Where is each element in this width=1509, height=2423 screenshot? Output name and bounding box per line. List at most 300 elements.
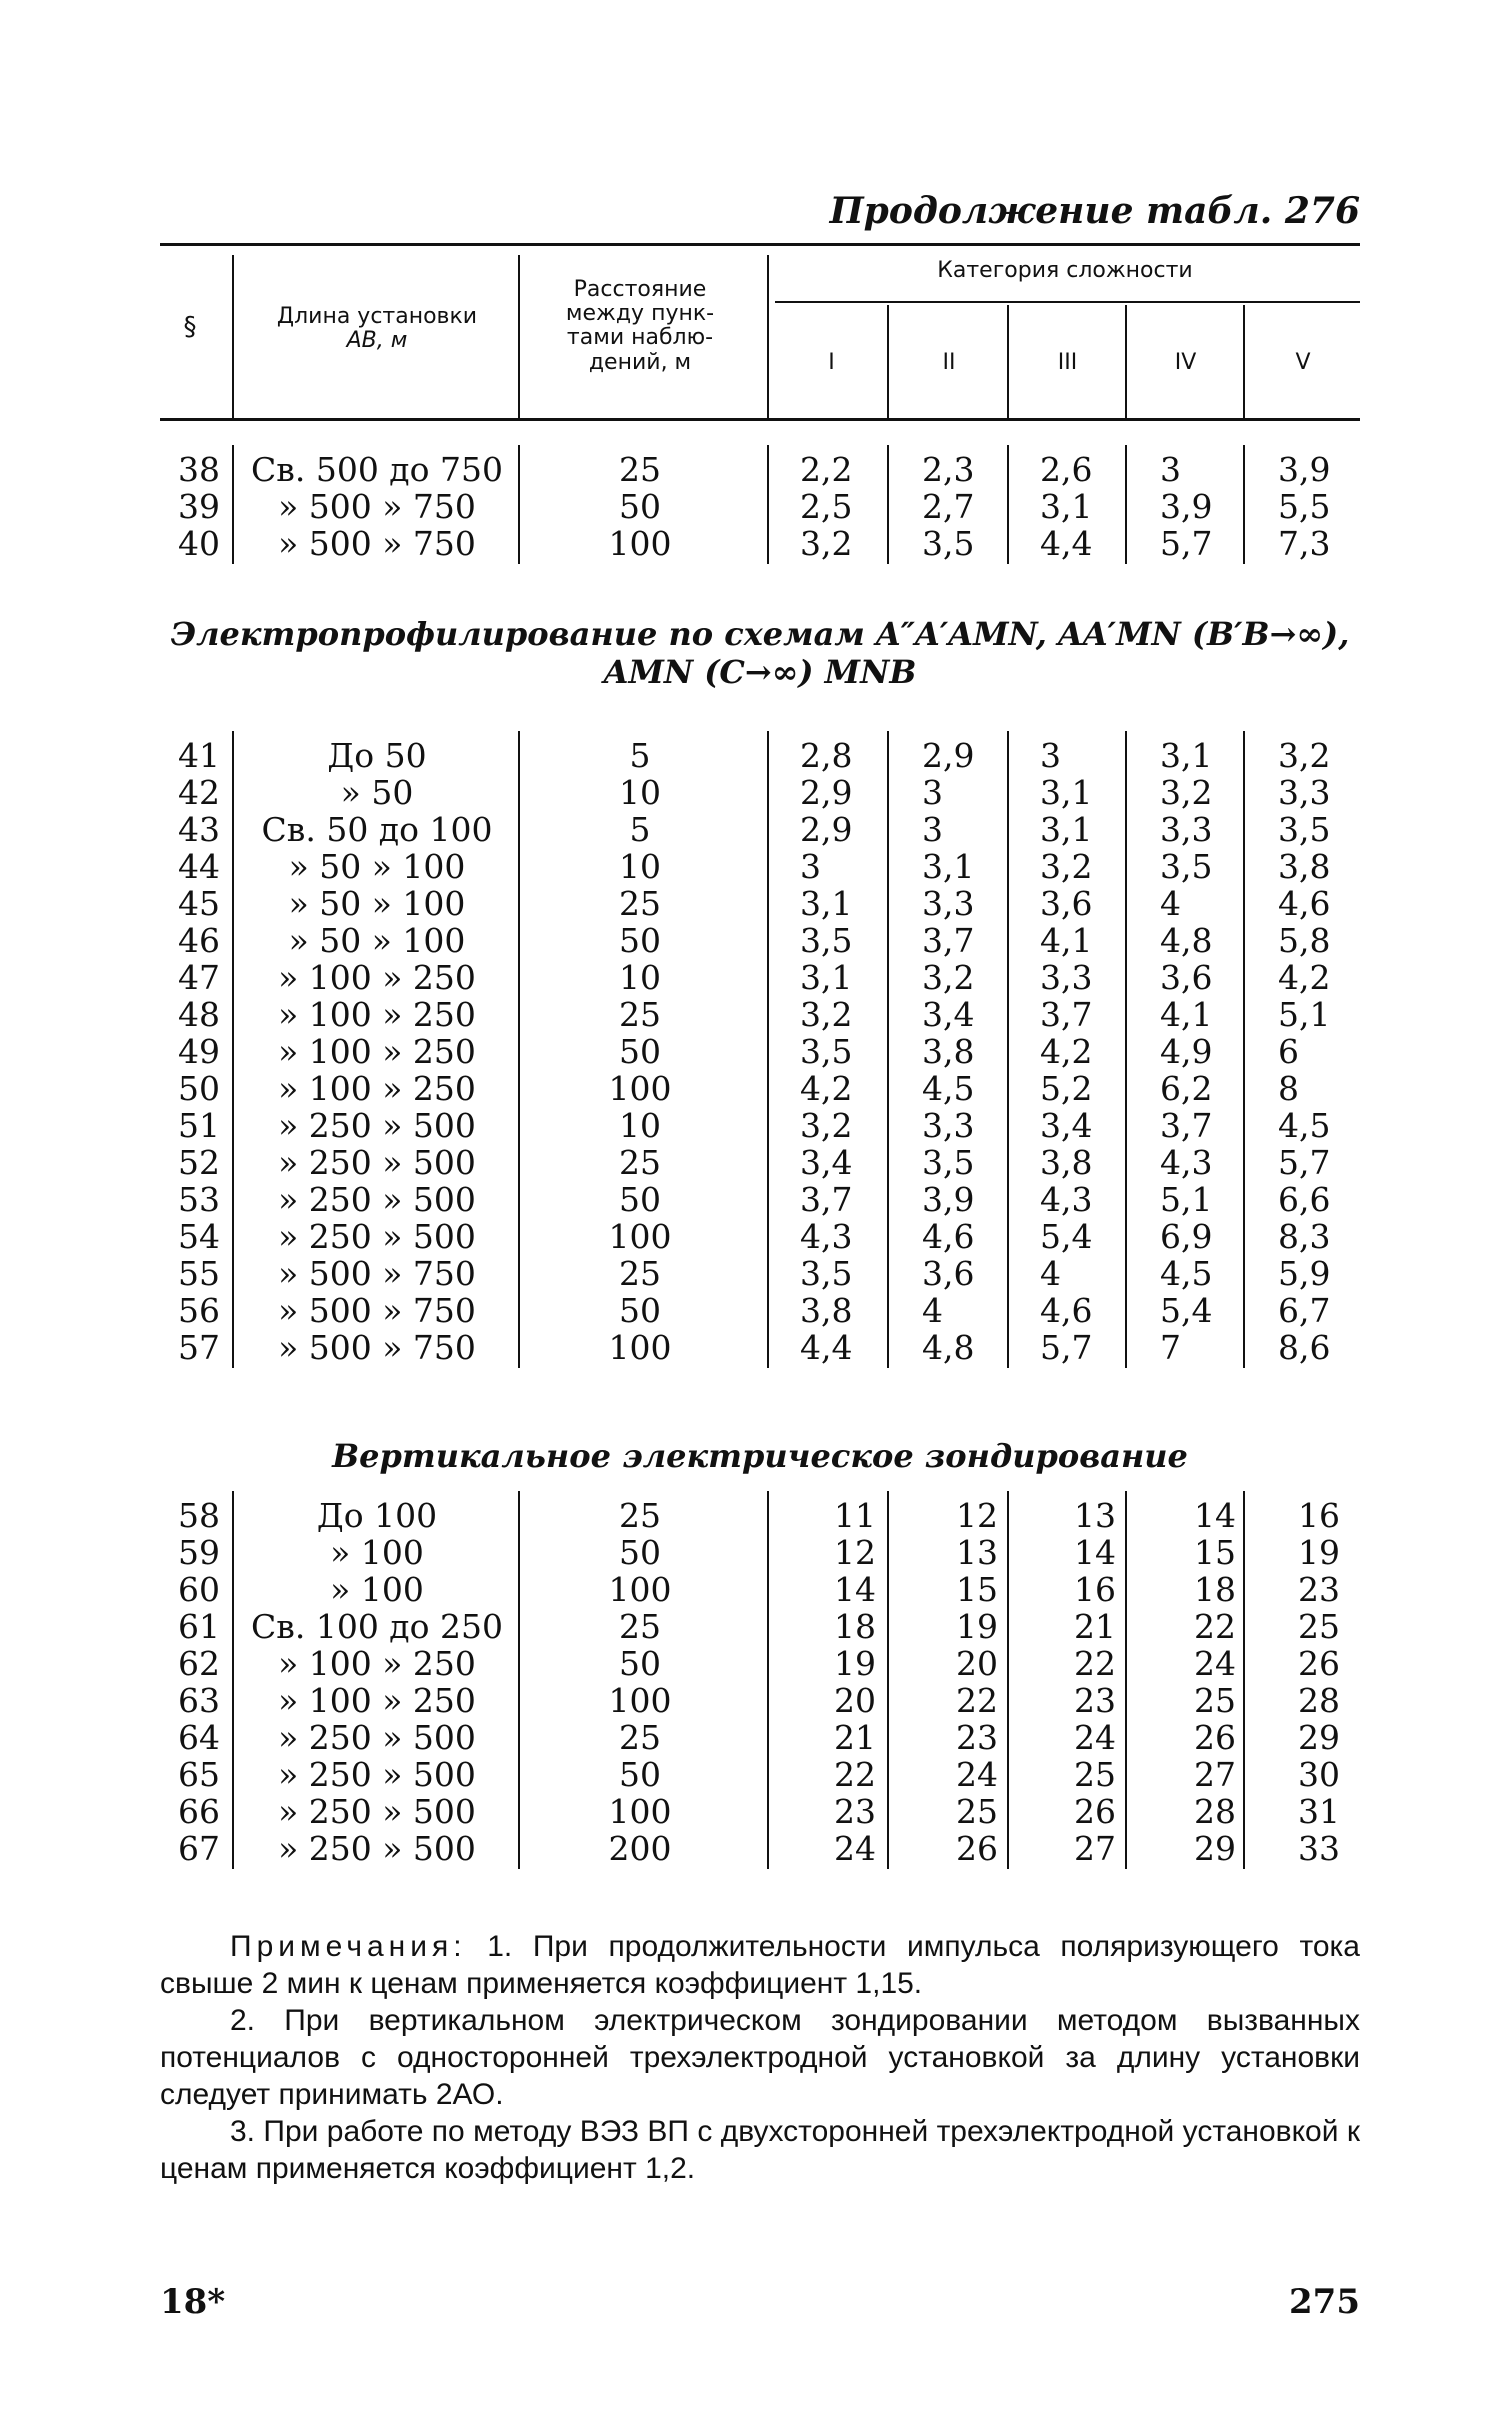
header-distance-line4: дений, м <box>588 349 692 375</box>
row-category-5: 25 <box>1298 1607 1340 1646</box>
row-category-5: 4,5 <box>1278 1106 1331 1145</box>
column-divider <box>767 445 769 564</box>
table-body-ves <box>160 1497 1360 1867</box>
row-number: 56 <box>178 1291 220 1330</box>
table-row <box>160 1682 1360 1719</box>
row-category-1: 2,9 <box>800 810 853 849</box>
row-category-5: 5,1 <box>1278 995 1331 1034</box>
column-divider <box>1125 731 1127 1368</box>
row-length: » 100 » 250 <box>278 1032 476 1071</box>
row-distance: 50 <box>619 487 661 526</box>
column-divider <box>1007 731 1009 1368</box>
row-category-2: 3,3 <box>922 1106 975 1145</box>
row-category-4: 4,3 <box>1160 1143 1213 1182</box>
row-length: » 250 » 500 <box>278 1829 476 1868</box>
row-number: 41 <box>178 736 220 775</box>
row-length: » 50 » 100 <box>288 847 466 886</box>
table-row <box>160 1497 1360 1534</box>
row-category-4: 4,9 <box>1160 1032 1213 1071</box>
row-category-5: 6 <box>1278 1032 1299 1071</box>
row-category-5: 31 <box>1298 1792 1340 1831</box>
row-category-5: 4,6 <box>1278 884 1331 923</box>
row-category-2: 4 <box>922 1291 943 1330</box>
row-category-2: 20 <box>956 1644 998 1683</box>
row-category-4: 24 <box>1194 1644 1236 1683</box>
row-category-1: 3,8 <box>800 1291 853 1330</box>
row-category-5: 26 <box>1298 1644 1340 1683</box>
row-category-4: 3,3 <box>1160 810 1213 849</box>
row-category-3: 13 <box>1074 1496 1116 1535</box>
row-distance: 200 <box>608 1829 672 1868</box>
row-category-2: 3 <box>922 810 943 849</box>
row-category-3: 3,7 <box>1040 995 1093 1034</box>
row-number: 67 <box>178 1829 220 1868</box>
header-divider <box>518 255 520 418</box>
row-category-4: 4,5 <box>1160 1254 1213 1293</box>
row-category-4: 3,5 <box>1160 847 1213 886</box>
row-category-3: 4,4 <box>1040 524 1093 563</box>
row-category-5: 16 <box>1298 1496 1340 1535</box>
row-distance: 100 <box>608 1792 672 1831</box>
row-category-5: 3,2 <box>1278 736 1331 775</box>
row-length: » 50 » 100 <box>288 884 466 923</box>
row-category-3: 3,2 <box>1040 847 1093 886</box>
row-length: » 250 » 500 <box>278 1755 476 1794</box>
row-category-3: 4,2 <box>1040 1032 1093 1071</box>
row-category-3: 3,6 <box>1040 884 1093 923</box>
section-title-profiling <box>160 615 1360 692</box>
row-category-5: 23 <box>1298 1570 1340 1609</box>
row-category-3: 5,4 <box>1040 1217 1093 1256</box>
header-length <box>242 305 512 353</box>
row-distance: 50 <box>619 1644 661 1683</box>
column-divider <box>1243 1491 1245 1869</box>
row-length: » 250 » 500 <box>278 1718 476 1757</box>
column-divider <box>1125 445 1127 564</box>
row-category-1: 3,1 <box>800 884 853 923</box>
row-distance: 5 <box>629 810 651 849</box>
table-row <box>160 488 1360 525</box>
row-distance: 5 <box>629 736 651 775</box>
row-distance: 25 <box>619 1143 661 1182</box>
row-length: » 100 » 250 <box>278 958 476 997</box>
section-title-ves: Вертикальное электрическое зондирование <box>332 1437 1188 1475</box>
table-row <box>160 1830 1360 1867</box>
row-number: 62 <box>178 1644 220 1683</box>
row-category-5: 8,6 <box>1278 1328 1331 1367</box>
table-body-profiling <box>160 737 1360 1366</box>
column-divider <box>1125 1491 1127 1869</box>
row-category-4: 6,9 <box>1160 1217 1213 1256</box>
row-distance: 50 <box>619 1533 661 1572</box>
notes <box>160 1928 1360 2187</box>
row-number: 43 <box>178 810 220 849</box>
column-divider <box>767 731 769 1368</box>
table-row <box>160 1144 1360 1181</box>
row-distance: 50 <box>619 1755 661 1794</box>
row-number: 55 <box>178 1254 220 1293</box>
row-distance: 10 <box>619 773 661 812</box>
row-category-4: 7 <box>1160 1328 1181 1367</box>
row-length: Св. 50 до 100 <box>261 810 493 849</box>
row-category-2: 19 <box>956 1607 998 1646</box>
row-category-4: 3,6 <box>1160 958 1213 997</box>
header-distance <box>525 278 755 375</box>
row-category-5: 29 <box>1298 1718 1340 1757</box>
row-category-4: 3 <box>1160 450 1181 489</box>
row-distance: 50 <box>619 1180 661 1219</box>
row-number: 42 <box>178 773 220 812</box>
column-divider <box>767 1491 769 1869</box>
row-category-3: 25 <box>1074 1755 1116 1794</box>
row-distance: 100 <box>608 1217 672 1256</box>
row-category-5: 6,7 <box>1278 1291 1331 1330</box>
row-length: » 250 » 500 <box>278 1106 476 1145</box>
row-length: » 250 » 500 <box>278 1143 476 1182</box>
row-number: 58 <box>178 1496 220 1535</box>
table-row <box>160 1255 1360 1292</box>
row-number: 40 <box>178 524 220 563</box>
note-1: 1. При продолжительности импульса поляризующего тока свыше 2 мин к ценам применяется коэффициент 1,15. <box>160 1930 1360 2000</box>
row-category-2: 3,5 <box>922 524 975 563</box>
row-length: До 50 <box>327 736 427 775</box>
row-category-2: 22 <box>956 1681 998 1720</box>
row-category-3: 3,1 <box>1040 810 1093 849</box>
table-row <box>160 525 1360 562</box>
row-category-4: 5,4 <box>1160 1291 1213 1330</box>
column-divider <box>518 731 520 1368</box>
row-number: 60 <box>178 1570 220 1609</box>
row-category-2: 3,4 <box>922 995 975 1034</box>
row-number: 44 <box>178 847 220 886</box>
row-category-1: 3,5 <box>800 1032 853 1071</box>
row-category-2: 3,9 <box>922 1180 975 1219</box>
row-category-1: 3,4 <box>800 1143 853 1182</box>
table-row <box>160 737 1360 774</box>
header-category-3: III <box>1057 350 1078 375</box>
row-category-1: 24 <box>834 1829 876 1868</box>
table-row <box>160 1534 1360 1571</box>
row-length: » 500 » 750 <box>278 524 476 563</box>
row-length: » 250 » 500 <box>278 1180 476 1219</box>
header-divider <box>887 305 889 418</box>
row-category-1: 12 <box>834 1533 876 1572</box>
row-category-5: 5,9 <box>1278 1254 1331 1293</box>
row-distance: 25 <box>619 1607 661 1646</box>
row-category-2: 2,9 <box>922 736 975 775</box>
row-number: 61 <box>178 1607 220 1646</box>
row-category-3: 14 <box>1074 1533 1116 1572</box>
row-category-3: 3 <box>1040 736 1061 775</box>
row-number: 49 <box>178 1032 220 1071</box>
row-category-1: 3,2 <box>800 995 853 1034</box>
row-length: » 500 » 750 <box>278 1291 476 1330</box>
row-number: 63 <box>178 1681 220 1720</box>
row-length: » 50 » 100 <box>288 921 466 960</box>
row-number: 39 <box>178 487 220 526</box>
note-2: 2. При вертикальном электрическом зондировании методом вызванных потенциалов с односторонней трехэлектродной установкой за длину установки следует принимать 2АО. <box>160 2004 1360 2111</box>
row-number: 57 <box>178 1328 220 1367</box>
row-category-1: 3,5 <box>800 921 853 960</box>
header-divider <box>232 255 234 418</box>
row-category-1: 14 <box>834 1570 876 1609</box>
table-row <box>160 959 1360 996</box>
row-number: 65 <box>178 1755 220 1794</box>
row-category-5: 5,8 <box>1278 921 1331 960</box>
row-category-4: 3,1 <box>1160 736 1213 775</box>
row-category-4: 14 <box>1194 1496 1236 1535</box>
row-category-1: 2,5 <box>800 487 853 526</box>
row-distance: 100 <box>608 1570 672 1609</box>
section-title-line1: Электропрофилирование по схемам A″A′AMN, AA′MN (B′B→∞), <box>170 615 1350 653</box>
row-category-3: 2,6 <box>1040 450 1093 489</box>
row-length: » 100 <box>330 1533 424 1572</box>
row-distance: 50 <box>619 921 661 960</box>
table-row <box>160 1645 1360 1682</box>
row-category-4: 28 <box>1194 1792 1236 1831</box>
row-number: 51 <box>178 1106 220 1145</box>
table-row <box>160 1181 1360 1218</box>
row-category-2: 3,2 <box>922 958 975 997</box>
row-distance: 25 <box>619 995 661 1034</box>
row-length: » 50 <box>340 773 414 812</box>
row-category-2: 26 <box>956 1829 998 1868</box>
table-row <box>160 1292 1360 1329</box>
row-number: 45 <box>178 884 220 923</box>
row-distance: 100 <box>608 524 672 563</box>
row-category-4: 6,2 <box>1160 1069 1213 1108</box>
row-number: 47 <box>178 958 220 997</box>
header-distance-line2: между пунк- <box>565 301 715 327</box>
notes-label: Примечания: <box>230 1930 467 1963</box>
row-category-1: 3,7 <box>800 1180 853 1219</box>
table-row <box>160 811 1360 848</box>
row-category-2: 12 <box>956 1496 998 1535</box>
row-category-5: 5,7 <box>1278 1143 1331 1182</box>
table-row <box>160 774 1360 811</box>
table-row <box>160 996 1360 1033</box>
row-category-1: 3 <box>800 847 821 886</box>
column-divider <box>1007 445 1009 564</box>
row-category-3: 3,1 <box>1040 773 1093 812</box>
header-length-line2: АВ, м <box>346 328 408 354</box>
row-category-5: 33 <box>1298 1829 1340 1868</box>
row-category-1: 4,3 <box>800 1217 853 1256</box>
row-category-5: 5,5 <box>1278 487 1331 526</box>
row-category-2: 3,3 <box>922 884 975 923</box>
header-distance-line3: тами наблю- <box>566 325 714 351</box>
header-length-line1: Длина установки <box>276 304 478 329</box>
row-length: Св. 100 до 250 <box>251 1607 503 1646</box>
row-category-4: 4,8 <box>1160 921 1213 960</box>
table-row <box>160 451 1360 488</box>
row-category-3: 4,3 <box>1040 1180 1093 1219</box>
row-distance: 25 <box>619 450 661 489</box>
column-divider <box>232 1491 234 1869</box>
row-distance: 10 <box>619 847 661 886</box>
header-category-rule <box>775 301 1360 303</box>
row-category-2: 13 <box>956 1533 998 1572</box>
table-row <box>160 1070 1360 1107</box>
header-category-1: I <box>828 350 835 375</box>
row-distance: 50 <box>619 1291 661 1330</box>
row-category-2: 4,8 <box>922 1328 975 1367</box>
row-number: 50 <box>178 1069 220 1108</box>
table-top-rule <box>160 243 1360 246</box>
row-distance: 100 <box>608 1328 672 1367</box>
row-category-2: 3 <box>922 773 943 812</box>
row-distance: 50 <box>619 1032 661 1071</box>
row-distance: 25 <box>619 1718 661 1757</box>
header-distance-line1: Расстояние <box>573 277 707 302</box>
row-category-1: 21 <box>834 1718 876 1757</box>
row-number: 38 <box>178 450 220 489</box>
row-distance: 100 <box>608 1069 672 1108</box>
row-category-2: 2,3 <box>922 450 975 489</box>
row-category-3: 27 <box>1074 1829 1116 1868</box>
row-length: » 100 » 250 <box>278 1069 476 1108</box>
row-category-4: 4,1 <box>1160 995 1213 1034</box>
row-category-5: 28 <box>1298 1681 1340 1720</box>
header-divider <box>1007 305 1009 418</box>
row-category-5: 3,5 <box>1278 810 1331 849</box>
table-row <box>160 1756 1360 1793</box>
row-category-3: 22 <box>1074 1644 1116 1683</box>
row-category-4: 5,1 <box>1160 1180 1213 1219</box>
footer-signature-mark: 18* <box>160 2282 226 2322</box>
row-category-5: 6,6 <box>1278 1180 1331 1219</box>
column-divider <box>232 445 234 564</box>
row-category-4: 18 <box>1194 1570 1236 1609</box>
row-category-3: 3,8 <box>1040 1143 1093 1182</box>
row-category-4: 25 <box>1194 1681 1236 1720</box>
column-divider <box>887 445 889 564</box>
row-category-1: 2,9 <box>800 773 853 812</box>
row-category-4: 3,2 <box>1160 773 1213 812</box>
row-category-1: 3,2 <box>800 1106 853 1145</box>
row-category-3: 24 <box>1074 1718 1116 1757</box>
row-category-5: 8,3 <box>1278 1217 1331 1256</box>
row-category-2: 2,7 <box>922 487 975 526</box>
row-category-1: 2,8 <box>800 736 853 775</box>
row-category-3: 4 <box>1040 1254 1061 1293</box>
column-divider <box>1243 445 1245 564</box>
header-section-sign: § <box>183 312 197 342</box>
row-category-3: 3,1 <box>1040 487 1093 526</box>
row-category-1: 4,2 <box>800 1069 853 1108</box>
row-category-4: 5,7 <box>1160 524 1213 563</box>
row-number: 52 <box>178 1143 220 1182</box>
row-category-1: 20 <box>834 1681 876 1720</box>
row-length: » 100 » 250 <box>278 995 476 1034</box>
row-category-3: 26 <box>1074 1792 1116 1831</box>
row-category-1: 18 <box>834 1607 876 1646</box>
row-distance: 10 <box>619 1106 661 1145</box>
row-category-1: 11 <box>834 1496 876 1535</box>
row-category-1: 3,2 <box>800 524 853 563</box>
table-row <box>160 1033 1360 1070</box>
row-number: 59 <box>178 1533 220 1572</box>
header-divider <box>1243 305 1245 418</box>
row-category-3: 5,7 <box>1040 1328 1093 1367</box>
header-category-group: Категория сложности <box>937 258 1193 283</box>
row-length: До 100 <box>316 1496 438 1535</box>
row-length: » 500 » 750 <box>278 487 476 526</box>
row-distance: 25 <box>619 1496 661 1535</box>
row-category-2: 3,5 <box>922 1143 975 1182</box>
row-number: 64 <box>178 1718 220 1757</box>
header-divider <box>1125 305 1127 418</box>
table-row <box>160 1218 1360 1255</box>
table-row <box>160 1107 1360 1144</box>
table-row <box>160 922 1360 959</box>
row-number: 66 <box>178 1792 220 1831</box>
header-category-5: V <box>1295 350 1311 375</box>
row-category-2: 25 <box>956 1792 998 1831</box>
column-divider <box>518 445 520 564</box>
row-category-1: 2,2 <box>800 450 853 489</box>
row-number: 53 <box>178 1180 220 1219</box>
column-divider <box>1007 1491 1009 1869</box>
note-3: 3. При работе по методу ВЭЗ ВП с двухсторонней трехэлектродной установкой к ценам применяется коэффициент 1,2. <box>160 2115 1360 2185</box>
row-category-5: 4,2 <box>1278 958 1331 997</box>
row-category-4: 29 <box>1194 1829 1236 1868</box>
row-category-4: 26 <box>1194 1718 1236 1757</box>
row-number: 54 <box>178 1217 220 1256</box>
row-category-2: 3,1 <box>922 847 975 886</box>
row-category-4: 22 <box>1194 1607 1236 1646</box>
row-category-4: 3,7 <box>1160 1106 1213 1145</box>
continuation-title: Продолжение табл. 276 <box>829 190 1360 232</box>
header-bottom-rule <box>160 418 1360 421</box>
row-category-4: 15 <box>1194 1533 1236 1572</box>
column-divider <box>518 1491 520 1869</box>
row-length: » 100 » 250 <box>278 1644 476 1683</box>
row-category-4: 27 <box>1194 1755 1236 1794</box>
column-divider <box>887 731 889 1368</box>
table-row <box>160 1793 1360 1830</box>
row-length: Св. 500 до 750 <box>251 450 503 489</box>
book-page <box>160 0 1360 2423</box>
column-divider <box>232 731 234 1368</box>
row-category-1: 22 <box>834 1755 876 1794</box>
row-category-3: 21 <box>1074 1607 1116 1646</box>
row-category-3: 4,1 <box>1040 921 1093 960</box>
table-row <box>160 848 1360 885</box>
row-distance: 100 <box>608 1681 672 1720</box>
row-category-5: 19 <box>1298 1533 1340 1572</box>
row-distance: 25 <box>619 1254 661 1293</box>
row-category-2: 23 <box>956 1718 998 1757</box>
row-number: 46 <box>178 921 220 960</box>
table-body-group1 <box>160 451 1360 562</box>
table-row <box>160 885 1360 922</box>
row-category-2: 3,7 <box>922 921 975 960</box>
row-length: » 250 » 500 <box>278 1217 476 1256</box>
row-category-3: 23 <box>1074 1681 1116 1720</box>
row-length: » 250 » 500 <box>278 1792 476 1831</box>
row-category-1: 3,1 <box>800 958 853 997</box>
row-category-5: 3,3 <box>1278 773 1331 812</box>
row-category-5: 3,8 <box>1278 847 1331 886</box>
row-category-2: 4,5 <box>922 1069 975 1108</box>
row-category-2: 24 <box>956 1755 998 1794</box>
row-category-3: 5,2 <box>1040 1069 1093 1108</box>
row-length: » 500 » 750 <box>278 1328 476 1367</box>
page-number: 275 <box>1289 2282 1360 2322</box>
row-category-3: 4,6 <box>1040 1291 1093 1330</box>
row-category-1: 19 <box>834 1644 876 1683</box>
